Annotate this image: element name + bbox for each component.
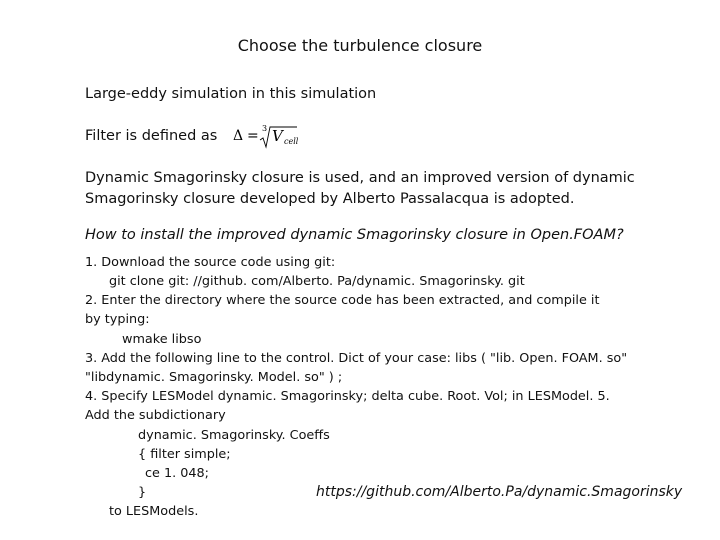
step-line: "libdynamic. Smagorinsky. Model. so" ) ; (85, 370, 343, 385)
step-line: 3. Add the following line to the control. Dict of your case: libs ( "lib. Open. FOAM. so" (85, 351, 628, 366)
step-line: Add the subdictionary (85, 408, 226, 423)
step-line: git clone git: //github. com/Alberto. Pa/dynamic. Smagorinsky. git (109, 274, 525, 289)
step-line: ce 1. 048; (145, 466, 209, 481)
formula-equals: = (247, 128, 259, 144)
formula-volume: V (272, 127, 283, 145)
formula-delta: Δ (233, 128, 244, 144)
step-line: to LESModels. (109, 504, 199, 519)
step-line: 1. Download the source code using git: (85, 255, 336, 270)
step-line: 4. Specify LESModel dynamic. Smagorinsky; delta cube. Root. Vol; in LESModel. 5. (85, 389, 610, 404)
filter-formula (231, 124, 301, 152)
intro-text: Large-eddy simulation in this simulation (85, 86, 377, 102)
question-text: How to install the improved dynamic Smagorinsky closure in Open.FOAM? (85, 227, 624, 243)
step-line: } (138, 485, 147, 500)
formula-root-index: 3 (262, 124, 268, 133)
github-link[interactable]: https://github.com/Alberto.Pa/dynamic.Smagorinsky (316, 484, 683, 500)
page-title: Choose the turbulence closure (237, 36, 483, 55)
step-line: 2. Enter the directory where the source code has been extracted, and compile it (85, 293, 600, 308)
step-line: dynamic. Smagorinsky. Coeffs (138, 428, 330, 443)
step-line: by typing: (85, 312, 150, 327)
filter-label: Filter is defined as (85, 128, 218, 144)
dynamic-line-1: Dynamic Smagorinsky closure is used, and an improved version of dynamic (85, 170, 635, 186)
dynamic-line-2: Smagorinsky closure developed by Alberto Passalacqua is adopted. (85, 191, 575, 207)
formula-subscript: cell (284, 137, 299, 146)
step-line: wmake libso (122, 332, 202, 347)
step-line: { filter simple; (138, 447, 231, 462)
